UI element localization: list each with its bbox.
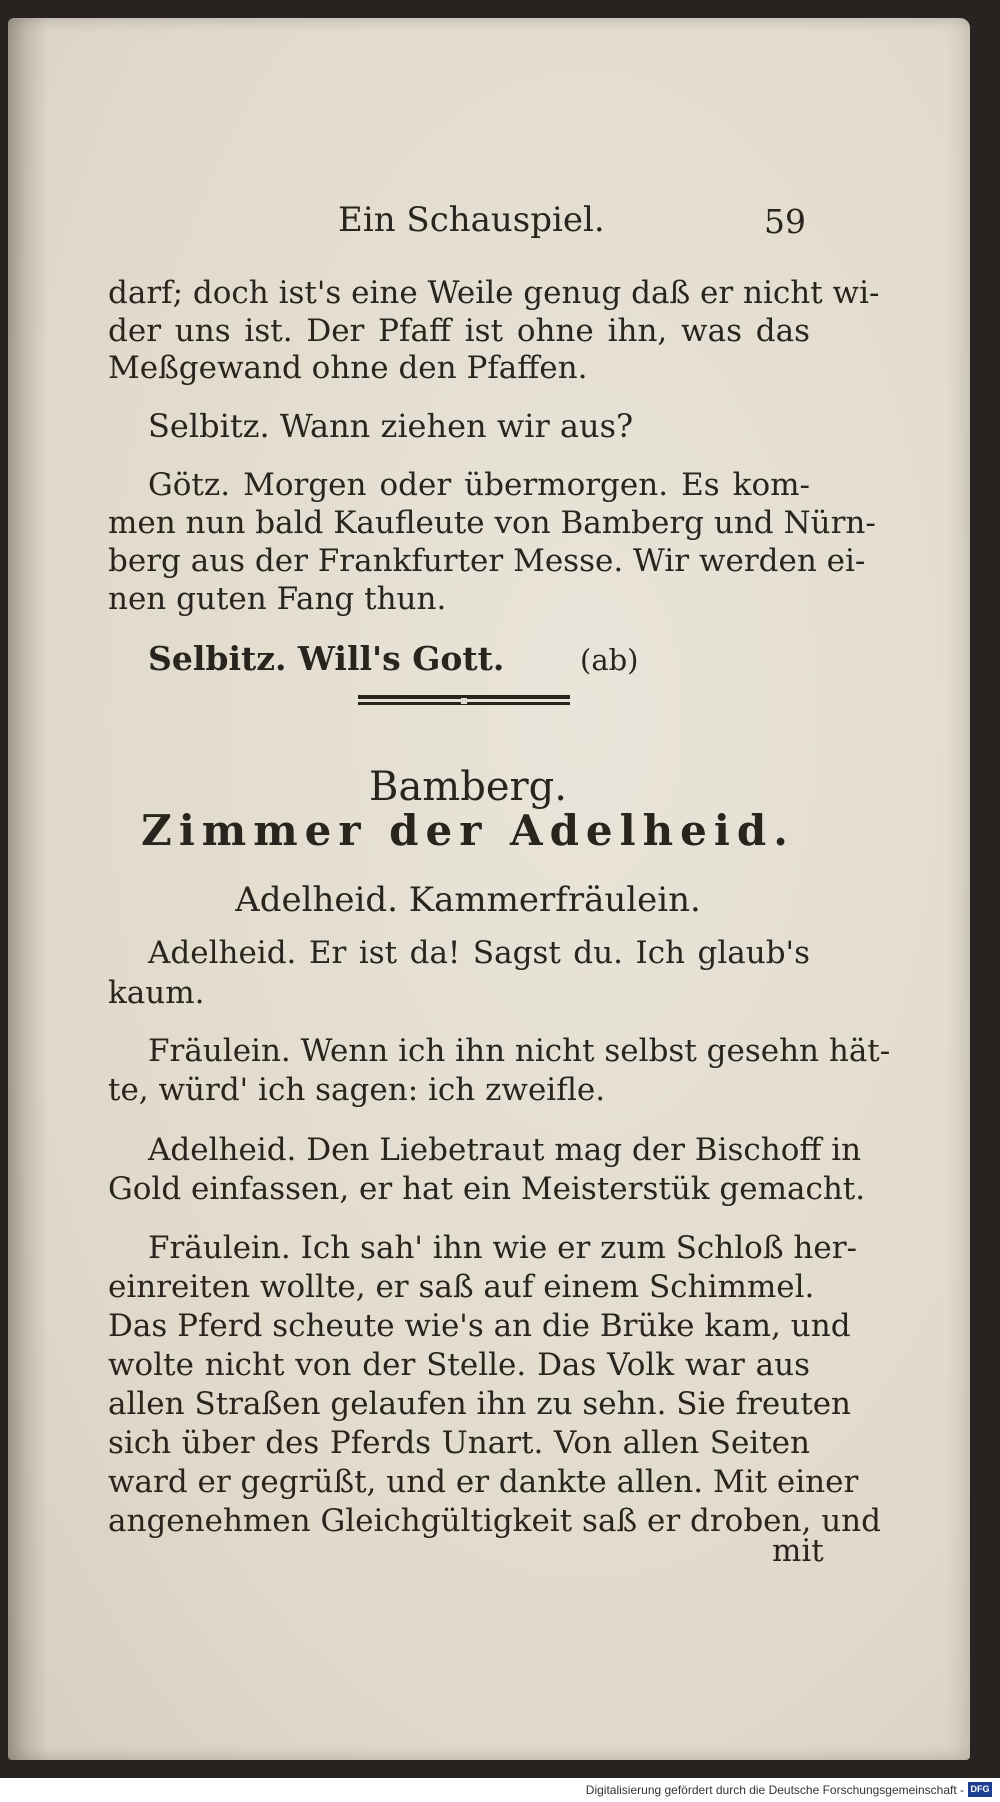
scene-characters: Adelheid. Kammerfräulein.: [235, 880, 701, 920]
footer-credit: Digitalisierung gefördert durch die Deutsche Forschungsgemeinschaft -: [585, 1783, 964, 1797]
digitization-footer: [0, 1778, 1000, 1802]
text-line: der uns ist. Der Pfaff ist ohne ihn, was das: [108, 313, 810, 349]
page-number: 59: [764, 202, 806, 241]
page-text: [8, 18, 970, 1760]
speaker-line: Selbitz. Will's Gott.: [148, 639, 505, 678]
speaker-line: Adelheid. Den Liebetraut mag der Bischoff in: [148, 1132, 862, 1168]
scene-place: Bamberg.: [369, 764, 567, 810]
speaker-line: Fräulein. Wenn ich ihn nicht selbst gesehn hät-: [148, 1033, 891, 1069]
scene-room: Zimmer der Adelheid.: [141, 806, 795, 855]
text-line: allen Straßen gelaufen ihn zu sehn. Sie freuten: [108, 1386, 852, 1422]
speaker-line: Selbitz. Wann ziehen wir aus?: [148, 407, 634, 445]
text-line: berg aus der Frankfurter Messe. Wir werden ei-: [108, 543, 866, 579]
dfg-logo: DFG: [968, 1782, 992, 1797]
speaker-line: Götz. Morgen oder übermorgen. Es kom-: [148, 467, 810, 503]
text-line: Meßgewand ohne den Pfaffen.: [108, 350, 588, 386]
text-line: angenehmen Gleichgültigkeit saß er droben, und: [108, 1503, 881, 1539]
text-line: wolte nicht von der Stelle. Das Volk war aus: [108, 1347, 810, 1383]
text-line: darf; doch ist's eine Weile genug daß er nicht wi-: [108, 275, 880, 311]
text-line: sich über des Pferds Unart. Von allen Seiten: [108, 1425, 810, 1461]
section-divider: [358, 695, 570, 707]
running-head: Ein Schauspiel.: [338, 200, 605, 240]
divider-gap: [461, 698, 467, 704]
text-line: einreiten wollte, er saß auf einem Schimmel.: [108, 1269, 815, 1305]
text-line: Das Pferd scheute wie's an die Brüke kam, und: [108, 1308, 851, 1344]
text-line: ward er gegrüßt, und er dankte allen. Mit einer: [108, 1464, 859, 1500]
text-line: Gold einfassen, er hat ein Meisterstük gemacht.: [108, 1171, 866, 1207]
catchword: mit: [772, 1533, 824, 1569]
speaker-line: Fräulein. Ich sah' ihn wie er zum Schloß her-: [148, 1230, 858, 1266]
text-line: nen guten Fang thun.: [108, 581, 447, 617]
book-page: [8, 18, 970, 1760]
text-line: te, würd' ich sagen: ich zweifle.: [108, 1072, 606, 1108]
text-line: men nun bald Kaufleute von Bamberg und Nürn-: [108, 505, 876, 541]
stage-direction: (ab): [580, 643, 639, 677]
speaker-line: Adelheid. Er ist da! Sagst du. Ich glaub's: [148, 935, 810, 971]
text-line: kaum.: [108, 975, 205, 1011]
